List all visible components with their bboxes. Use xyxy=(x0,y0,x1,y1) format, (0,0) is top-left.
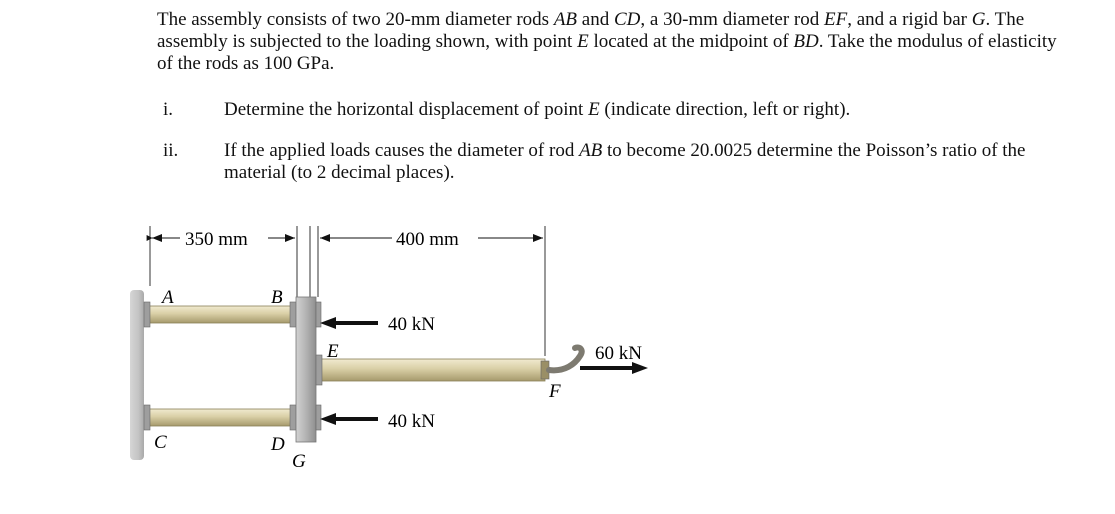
text-run: Determine the horizontal displacement of point xyxy=(224,99,589,120)
text-run: . Take the modulus of elasticity of the rods as 100 GPa. xyxy=(157,31,1057,74)
dim-left-label: 350 mm xyxy=(185,229,248,250)
text-run: , and a rigid bar xyxy=(847,9,972,30)
label-e: E xyxy=(327,341,339,362)
load-arrow-top xyxy=(320,317,378,329)
label-d: D xyxy=(271,434,285,455)
text-run: The assembly consists of two 20-mm diameter rods xyxy=(157,9,554,30)
text-run: (indicate direction, left or right). xyxy=(599,99,851,120)
load-end-label: 60 kN xyxy=(595,343,642,364)
rod-cd xyxy=(144,405,298,430)
math-symbol: AB xyxy=(553,9,578,30)
math-symbol: BD xyxy=(793,31,819,52)
text-run: and xyxy=(577,9,614,30)
text-run: to become 20.0025 determine the Poisson’s ratio of the material (to 2 decimal places). xyxy=(224,140,1026,183)
dim-right-label: 400 mm xyxy=(396,229,459,250)
math-symbol: CD xyxy=(613,9,641,30)
text-run: . The assembly is subjected to the loading shown, with point xyxy=(157,9,1025,52)
question-2-number: ii. xyxy=(163,140,179,161)
math-symbol: AB xyxy=(579,140,603,161)
math-symbol: G xyxy=(971,9,986,30)
load-top-label: 40 kN xyxy=(388,314,435,335)
load-arrow-bottom xyxy=(320,413,378,425)
text-run: If the applied loads causes the diameter of rod xyxy=(224,140,580,161)
math-symbol: EF xyxy=(824,9,848,30)
load-bottom-label: 40 kN xyxy=(388,411,435,432)
rigid-bar-g xyxy=(296,297,316,442)
label-c: C xyxy=(154,432,167,453)
math-symbol: E xyxy=(577,31,589,52)
text-run: , a 30-mm diameter rod xyxy=(640,9,824,30)
fixed-wall xyxy=(130,290,144,460)
math-symbol: E xyxy=(588,99,600,120)
label-g: G xyxy=(292,451,306,472)
label-f: F xyxy=(549,381,561,402)
label-a: A xyxy=(162,287,174,308)
rod-ef xyxy=(316,355,549,385)
hook-icon xyxy=(549,347,582,370)
label-b: B xyxy=(271,287,283,308)
question-1-number: i. xyxy=(163,99,174,120)
text-run: located at the midpoint of xyxy=(588,31,794,52)
